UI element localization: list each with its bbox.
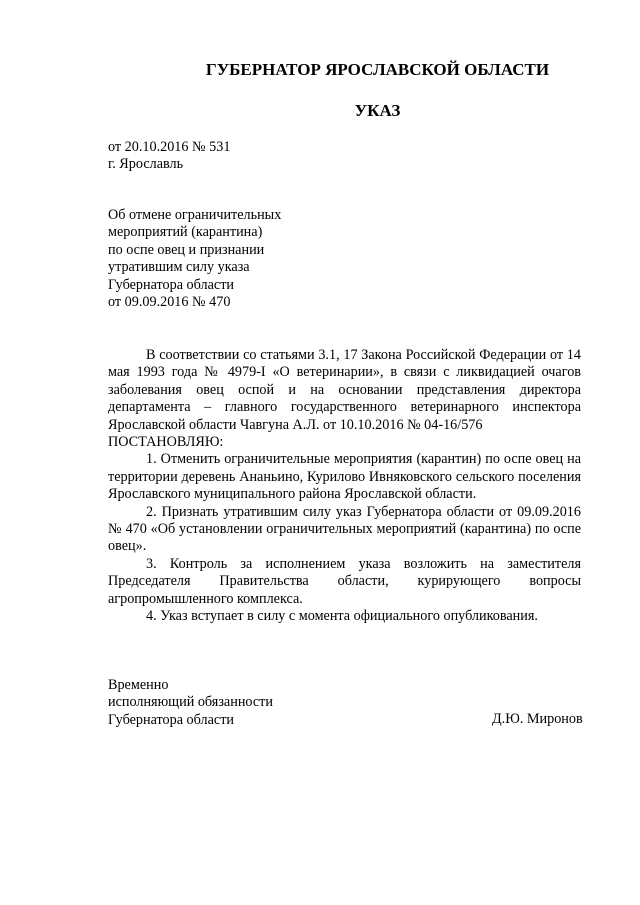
signatory-position — [108, 677, 273, 729]
subject-line: мероприятий (карантина) — [108, 224, 263, 241]
subject-line: утратившим силу указа — [108, 259, 250, 276]
item-3 — [108, 556, 581, 608]
item-3-line: Председателя Правительства области, курирующего вопросы — [108, 573, 581, 590]
item-3-line: 3. Контроль за исполнением указа возложить на заместителя — [146, 555, 581, 572]
document-title: ГУБЕРНАТОР ЯРОСЛАВСКОЙ ОБЛАСТИ — [205, 60, 550, 79]
signatory-position-line: исполняющий обязанности — [108, 694, 273, 711]
signatory-name: Д.Ю. Миронов — [492, 711, 583, 727]
document-subject — [108, 207, 408, 311]
item-1: 1. Отменить ограничительные мероприятия (карантин) по оспе овец на территории деревень Ананьино, Курилово Ивняковского сельского поселения Ярославского муниципального района Ярославской области. — [108, 451, 581, 503]
city: г. Ярославль — [108, 156, 184, 173]
document-meta — [108, 139, 230, 174]
item-4: 4. Указ вступает в силу с момента официального опубликования. — [146, 608, 538, 625]
subject-line: Губернатора области — [108, 276, 234, 293]
document-body — [108, 347, 581, 626]
signatory-position-line: Временно — [108, 677, 169, 693]
subject-line: по оспе овец и признании — [108, 241, 265, 258]
document-type: УКАЗ — [354, 101, 401, 120]
item-2: 2. Признать утратившим силу указ Губернатора области от 09.09.2016 № 470 «Об установлении ограничительных мероприятий (карантина) по оспе овец». — [108, 503, 581, 555]
date-number: от 20.10.2016 № 531 — [108, 139, 231, 155]
subject-line: от 09.09.2016 № 470 — [108, 294, 231, 311]
item-3-line: агропромышленного комплекса. — [108, 590, 303, 607]
decree-word: ПОСТАНОВЛЯЮ: — [108, 434, 224, 451]
preamble-paragraph: В соответствии со статьями 3.1, 17 Закона Российской Федерации от 14 мая 1993 года № 4979-I «О ветеринарии», в связи с ликвидацией очагов заболевания овец оспой и на основании представления директора департамента – главного государственного ветеринарного инспектора Ярославской области Чавгуна А.Л. от 10.10.2016 № 04-16/576 — [108, 347, 581, 433]
subject-line: Об отмене ограничительных — [108, 207, 282, 223]
signatory-position-line: Губернатора области — [108, 711, 234, 728]
